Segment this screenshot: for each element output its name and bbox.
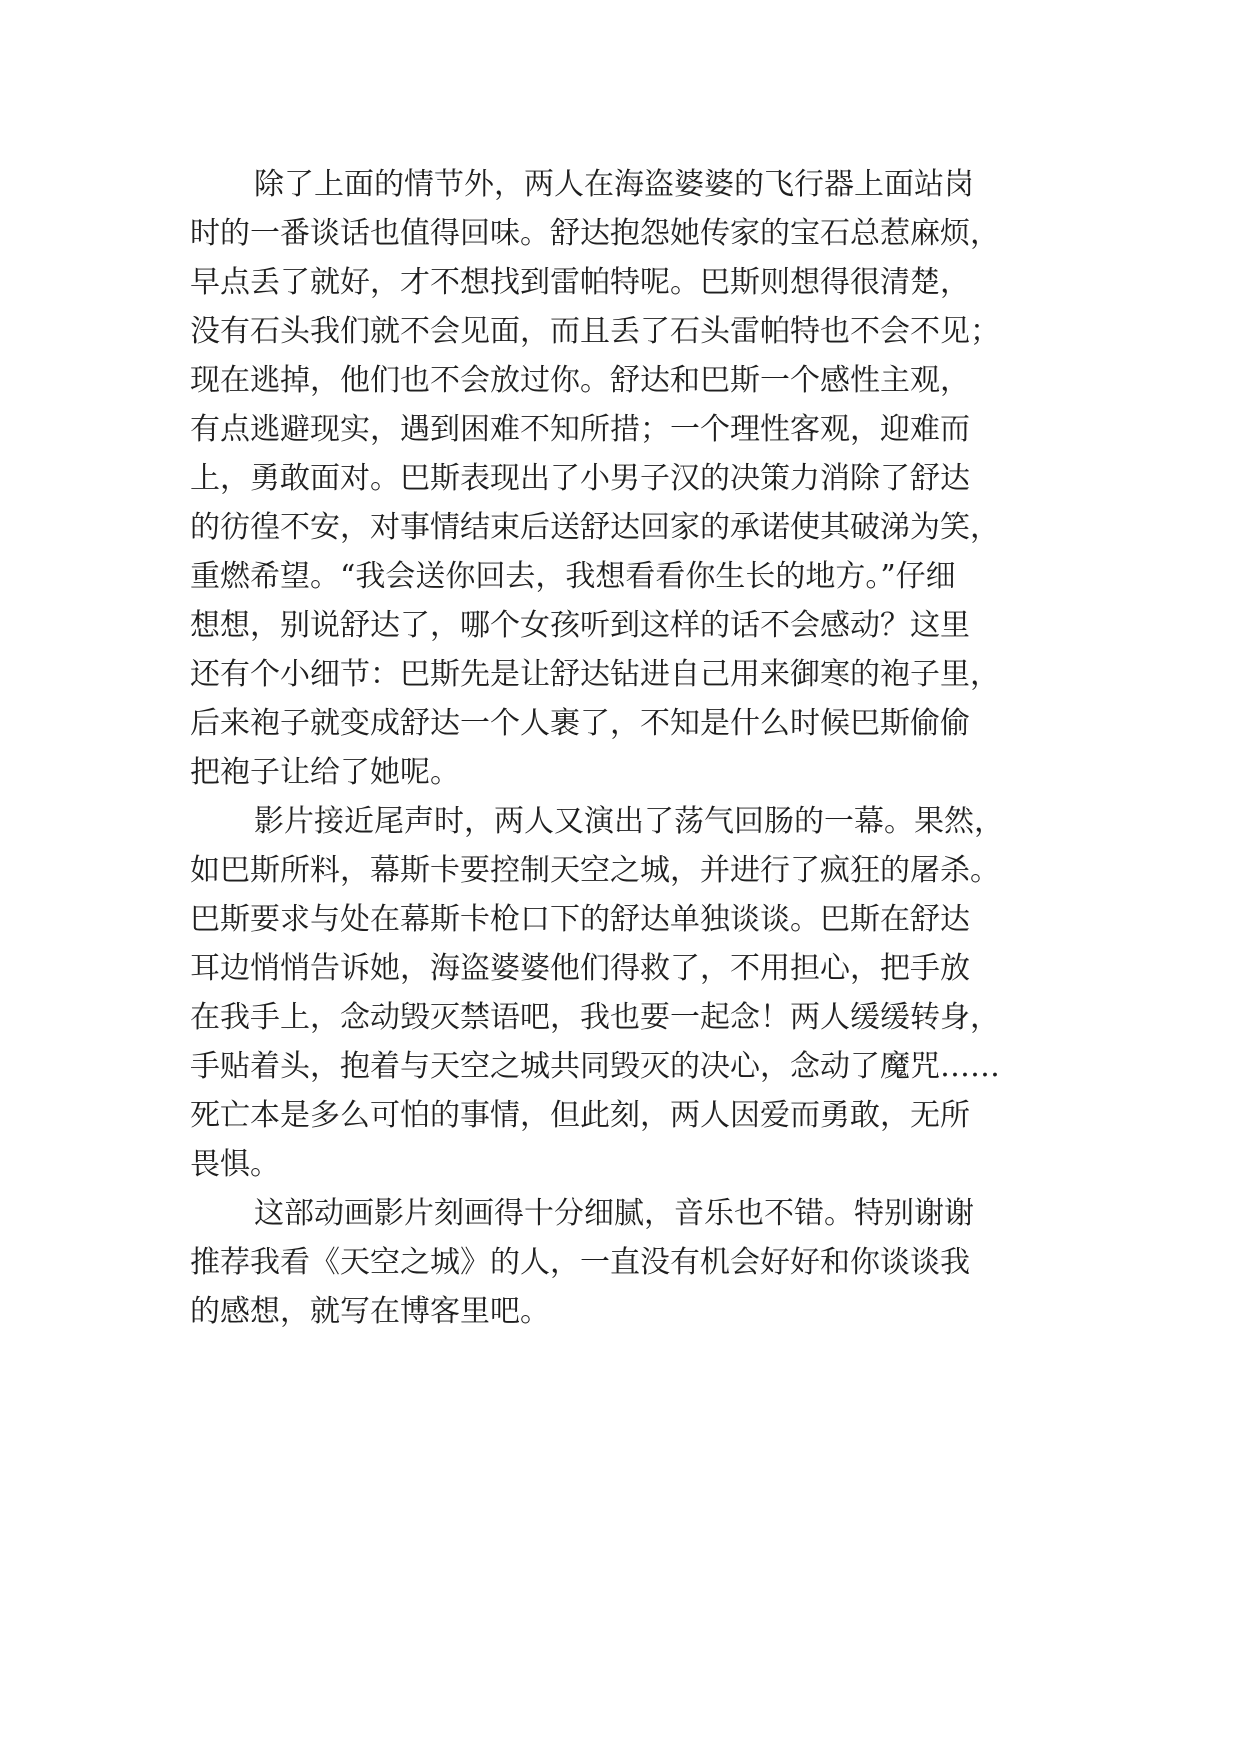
text-line: 有点逃避现实，遇到困难不知所措；一个理性客观，迎难而 bbox=[190, 412, 970, 447]
text-line: 重燃希望。“我会送你回去，我想看看你生长的地方。”仔细 bbox=[190, 559, 956, 594]
text-line: 上，勇敢面对。巴斯表现出了小男子汉的决策力消除了舒达 bbox=[190, 461, 970, 496]
text-line: 时的一番谈话也值得回味。舒达抱怨她传家的宝石总惹麻烦， bbox=[190, 216, 1000, 251]
text-line: 把袍子让给了她呢。 bbox=[190, 755, 460, 790]
text-line: 还有个小细节：巴斯先是让舒达钻进自己用来御寒的袍子里， bbox=[190, 657, 1000, 692]
text-line: 死亡本是多么可怕的事情，但此刻，两人因爱而勇敢，无所 bbox=[190, 1098, 970, 1133]
text-line: 畏惧。 bbox=[190, 1147, 280, 1182]
text-line: 的彷徨不安，对事情结束后送舒达回家的承诺使其破涕为笑， bbox=[190, 510, 1000, 545]
text-line: 这部动画影片刻画得十分细腻，音乐也不错。特别谢谢 bbox=[254, 1196, 974, 1231]
article-body bbox=[190, 160, 1090, 1336]
text-line: 没有石头我们就不会见面，而且丢了石头雷帕特也不会不见； bbox=[190, 314, 1000, 349]
text-line: 在我手上，念动毁灭禁语吧，我也要一起念！两人缓缓转身， bbox=[190, 1000, 1000, 1035]
text-line: 后来袍子就变成舒达一个人裹了，不知是什么时候巴斯偷偷 bbox=[190, 706, 970, 741]
text-line: 想想，别说舒达了，哪个女孩听到这样的话不会感动？这里 bbox=[190, 608, 970, 643]
paragraph-1 bbox=[190, 160, 1090, 797]
text-line: 的感想，就写在博客里吧。 bbox=[190, 1294, 550, 1329]
paragraph-3 bbox=[190, 1189, 1090, 1336]
text-line: 除了上面的情节外，两人在海盗婆婆的飞行器上面站岗 bbox=[254, 167, 974, 202]
text-line: 耳边悄悄告诉她，海盗婆婆他们得救了，不用担心，把手放 bbox=[190, 951, 970, 986]
text-line: 巴斯要求与处在幕斯卡枪口下的舒达单独谈谈。巴斯在舒达 bbox=[190, 902, 970, 937]
paragraph-2 bbox=[190, 797, 1090, 1189]
text-line: 早点丢了就好，才不想找到雷帕特呢。巴斯则想得很清楚， bbox=[190, 265, 970, 300]
text-line: 如巴斯所料，幕斯卡要控制天空之城，并进行了疯狂的屠杀。 bbox=[190, 853, 1000, 888]
text-line: 现在逃掉，他们也不会放过你。舒达和巴斯一个感性主观， bbox=[190, 363, 970, 398]
text-line: 影片接近尾声时，两人又演出了荡气回肠的一幕。果然， bbox=[254, 804, 1004, 839]
text-line: 推荐我看《天空之城》的人，一直没有机会好好和你谈谈我 bbox=[190, 1245, 970, 1280]
text-line: 手贴着头，抱着与天空之城共同毁灭的决心，念动了魔咒…… bbox=[190, 1049, 1000, 1084]
